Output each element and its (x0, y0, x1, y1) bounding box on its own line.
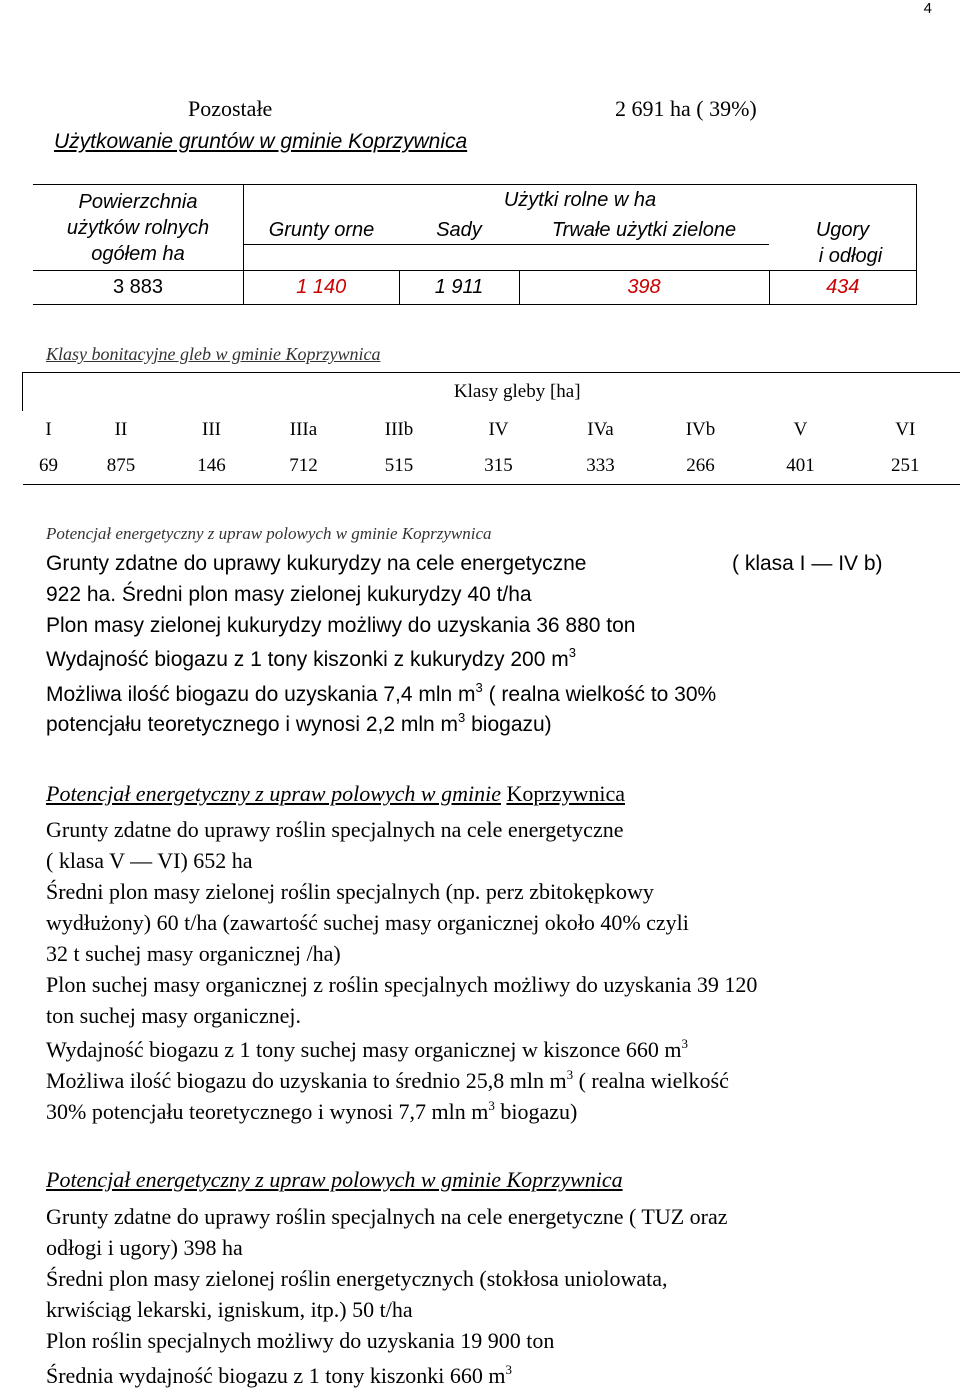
section2-line: Średni plon masy zielonej roślin specjalnych (np. perz zbitokępkowy (46, 879, 654, 904)
section1-class-range: ( klasa I — IV b) (732, 552, 883, 575)
section2-line: 30% potencjału teoretycznego i wynosi 7,7 mln $m^3$ biogazu) (46, 1098, 578, 1124)
soil-class-label: IIIb (384, 418, 414, 440)
section2-line: Wydajność biogazu z 1 tony suchej masy organicznej w kiszonce 660 $m^3$ (46, 1036, 688, 1062)
soil-classes-table (22, 372, 960, 485)
soil-class-value: 146 (168, 449, 256, 485)
land-use-table (33, 184, 917, 305)
section1-heading: Potencjał energetyczny z upraw polowych w gminie Koprzywnica (46, 524, 492, 543)
soil-classes-header: Klasy gleby [ha] (75, 373, 960, 411)
header-total-area: Powierzchnia użytków rolnych ogółem ha (33, 185, 244, 271)
soil-class-label: III (202, 418, 221, 440)
value-trwale: 398 (519, 271, 769, 305)
section3-heading: Potencjał energetyczny z upraw polowych w gminie Koprzywnica (46, 1167, 623, 1192)
soil-class-labels-row (23, 411, 960, 449)
section2-line: Plon suchej masy organicznej z roślin specjalnych możliwy do uzyskania 39 120 (46, 972, 758, 997)
section2-heading: Potencjał energetyczny z upraw polowych w gminie Koprzywnica (46, 781, 625, 806)
summary-label: Pozostałe (188, 96, 273, 121)
section3-line: Plon roślin specjalnych możliwy do uzyskania 19 900 ton (46, 1328, 555, 1353)
value-ugory: 434 (769, 271, 917, 305)
soil-class-value: 69 (23, 449, 75, 485)
soil-class-value: 712 (256, 449, 352, 485)
soil-class-label: VI (895, 418, 916, 440)
section3-line: Średni plon masy zielonej roślin energetycznych (stokłosa uniolowata, (46, 1266, 668, 1291)
section2-line: wydłużony) 60 t/ha (zawartość suchej masy organicznej około 40% czyli (46, 910, 689, 935)
header-sady: Sady (399, 217, 519, 245)
section1-line: 922 ha. Średni plon masy zielonej kukurydzy 40 t/ha (46, 583, 532, 606)
soil-class-label: II (114, 418, 128, 440)
soil-class-value: 401 (751, 449, 851, 485)
section2-line: Możliwa ilość biogazu do uzyskania to średnio 25,8 mln $m^3$ ( realna wielkość (46, 1067, 729, 1093)
section2-line: ( klasa V — VI) 652 ha (46, 848, 253, 873)
section1-line: potencjału teoretycznego i wynosi 2,2 mln $m^3$ biogazu) (46, 710, 552, 736)
header-trwale: Trwałe użytki zielone (519, 217, 769, 245)
header-grunty-orne: Grunty orne (244, 217, 400, 245)
section1-line: Możliwa ilość biogazu do uzyskania 7,4 mln $m^3$ ( realna wielkość to 30% (46, 680, 717, 706)
soil-class-label: IV (488, 418, 509, 440)
soil-class-label: IVb (685, 418, 716, 440)
soil-class-value: 251 (851, 449, 960, 485)
section2-line: 32 t suchej masy organicznej /ha) (46, 941, 341, 966)
section3-line: odłogi i ugory) 398 ha (46, 1235, 243, 1260)
soil-class-value: 875 (75, 449, 168, 485)
section1-line: Wydajność biogazu z 1 tony kiszonki z kukurydzy 200 $m^3$ (46, 645, 576, 671)
soil-class-value: 333 (551, 449, 651, 485)
section1-line: Plon masy zielonej kukurydzy możliwy do uzyskania 36 880 ton (46, 614, 636, 637)
soil-class-values-row (23, 449, 960, 485)
section2-line: ton suchej masy organicznej. (46, 1003, 301, 1028)
land-use-title: Użytkowanie gruntów w gminie Koprzywnica (54, 130, 468, 153)
soil-class-value: 266 (651, 449, 751, 485)
section1-line: Grunty zdatne do uprawy kukurydzy na cele energetyczne (46, 552, 587, 575)
summary-value: 2 691 ha ( 39%) (615, 96, 757, 121)
header-group: Użytki rolne w ha (244, 185, 917, 217)
soil-classes-title: Klasy bonitacyjne gleb w gminie Koprzywnica (46, 344, 381, 364)
value-sady: 1 911 (399, 271, 519, 305)
section2-line: Grunty zdatne do uprawy roślin specjalnych na cele energetyczne (46, 817, 624, 842)
section3-line: Grunty zdatne do uprawy roślin specjalnych na cele energetyczne ( TUZ oraz (46, 1204, 728, 1229)
soil-class-value: 515 (352, 449, 447, 485)
value-grunty-orne: 1 140 (244, 271, 400, 305)
section3-line: krwiściąg lekarski, igniskum, itp.) 50 t/ha (46, 1297, 413, 1322)
soil-class-value: 315 (447, 449, 551, 485)
section3-line: Średnia wydajność biogazu z 1 tony kiszonki 660 $m^3$ (46, 1362, 512, 1388)
soil-class-label: I (45, 418, 52, 440)
soil-class-label: IIIa (289, 418, 318, 440)
soil-class-label: V (793, 418, 808, 440)
header-ugory: Ugory i odłogi (769, 217, 917, 271)
page-number: 4 (923, 0, 932, 17)
value-total: 3 883 (33, 271, 244, 305)
soil-class-label: IVa (587, 418, 614, 440)
